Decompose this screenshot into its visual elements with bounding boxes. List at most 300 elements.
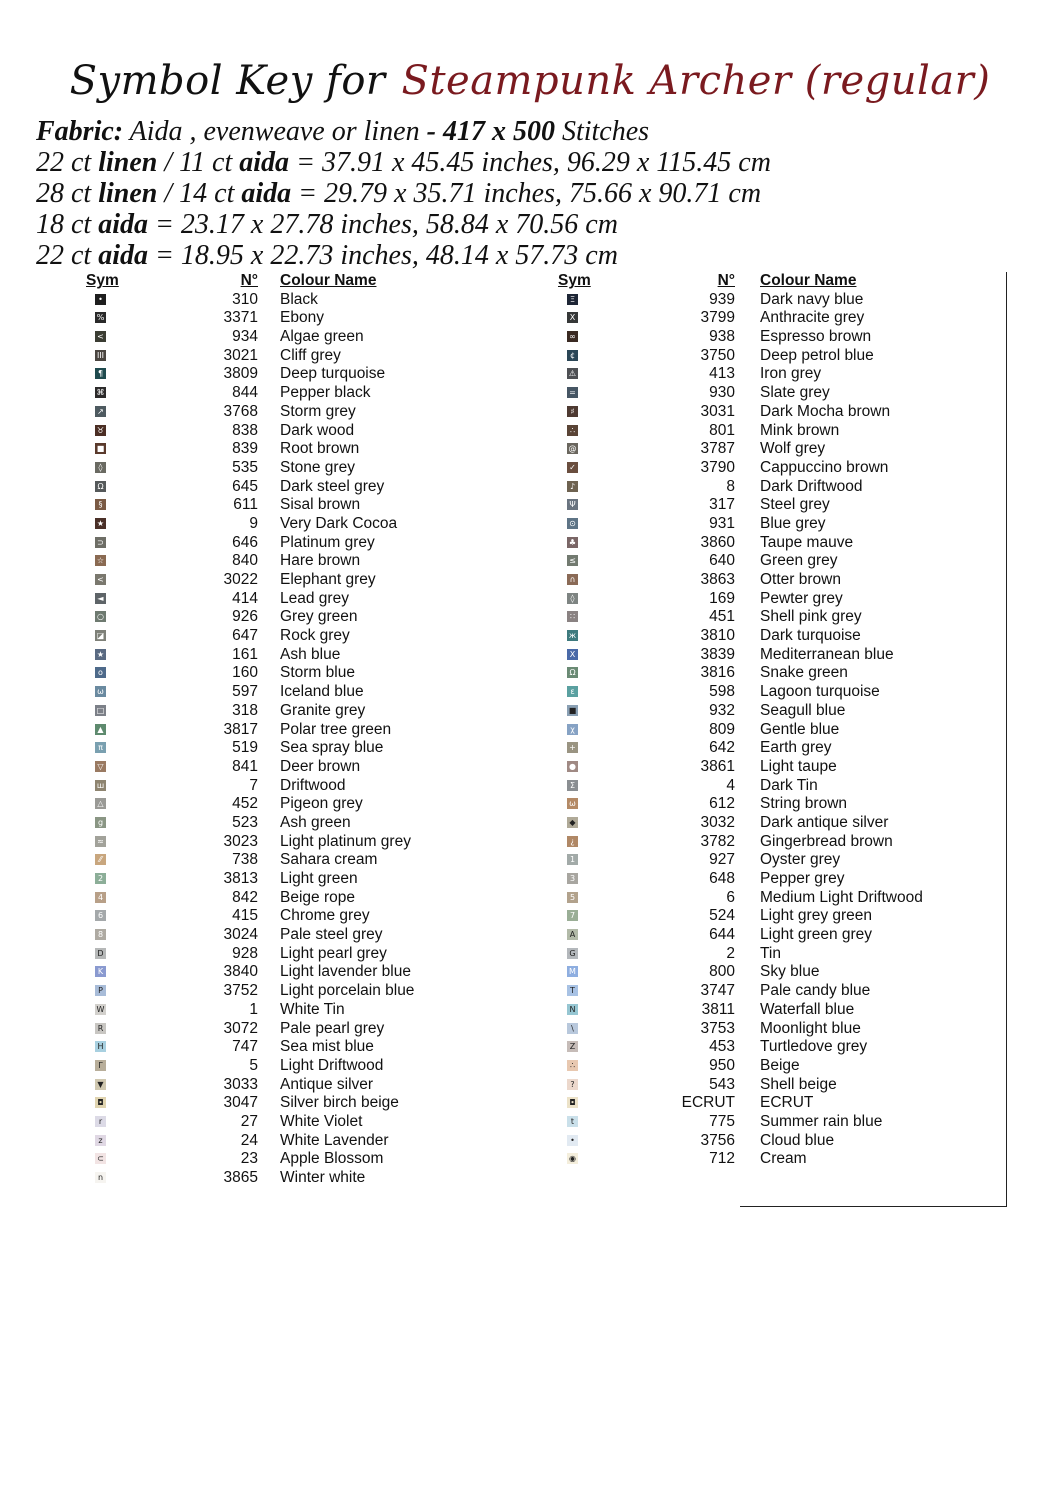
table-row bbox=[84, 1020, 504, 1039]
symbol-swatch: ♯ bbox=[567, 406, 578, 417]
colour-name: Tin bbox=[760, 944, 781, 962]
symbol-swatch: K bbox=[95, 966, 106, 977]
colour-name: Cloud blue bbox=[760, 1131, 835, 1149]
colour-name: White Tin bbox=[280, 1000, 345, 1018]
colour-name: Algae green bbox=[280, 328, 364, 346]
symbol-swatch: 4 bbox=[95, 892, 106, 903]
symbol-swatch: G bbox=[567, 948, 578, 959]
symbol-swatch: Ω bbox=[567, 667, 578, 678]
colour-name: Mediterranean blue bbox=[760, 645, 894, 663]
thread-number: 841 bbox=[232, 757, 258, 775]
symbol-swatch: 5 bbox=[567, 892, 578, 903]
table-row bbox=[556, 365, 976, 384]
thread-number: 598 bbox=[709, 683, 735, 701]
table-row bbox=[84, 664, 504, 683]
symbol-swatch: χ bbox=[567, 724, 578, 735]
table-row bbox=[556, 982, 976, 1001]
symbol-swatch: ≤ bbox=[567, 555, 578, 566]
table-row bbox=[84, 608, 504, 627]
thread-number: 523 bbox=[232, 813, 258, 831]
symbol-swatch: ▲ bbox=[95, 724, 106, 735]
thread-number: 3790 bbox=[700, 458, 735, 476]
table-row bbox=[556, 907, 976, 926]
thread-number: 3865 bbox=[223, 1169, 258, 1186]
thread-number: 5 bbox=[249, 1056, 258, 1074]
symbol-swatch: z bbox=[95, 1135, 106, 1146]
table-row bbox=[556, 1113, 976, 1132]
colour-name: Silver birch beige bbox=[280, 1094, 399, 1112]
symbol-swatch: Ω bbox=[95, 481, 106, 492]
colour-name: Gingerbread brown bbox=[760, 832, 893, 850]
thread-number: 414 bbox=[232, 589, 258, 607]
table-row bbox=[556, 739, 976, 758]
title-prefix: Symbol Key for bbox=[69, 58, 386, 104]
table-row bbox=[556, 403, 976, 422]
table-row bbox=[556, 1038, 976, 1057]
dimensions-text: = 23.17 x 27.78 inches, 58.84 x 70.56 cm bbox=[148, 209, 618, 240]
colour-name-header: Colour Name bbox=[760, 272, 857, 289]
table-row bbox=[84, 515, 504, 534]
colour-name: ECRUT bbox=[760, 1094, 814, 1112]
colour-name: Pale pearl grey bbox=[280, 1019, 385, 1037]
table-row bbox=[84, 440, 504, 459]
table-header bbox=[84, 272, 504, 291]
thread-number: 3863 bbox=[700, 571, 735, 588]
thread-number: 927 bbox=[709, 851, 735, 869]
symbol-swatch: % bbox=[96, 313, 105, 323]
symbol-swatch: III bbox=[96, 350, 105, 360]
colour-name: Dark turquoise bbox=[760, 627, 861, 645]
symbol-swatch: W bbox=[96, 1004, 105, 1014]
thread-number: 3022 bbox=[223, 571, 258, 588]
symbol-swatch: < bbox=[95, 574, 106, 585]
symbol-swatch: ◊ bbox=[95, 462, 106, 473]
count-text: 28 ct bbox=[36, 178, 99, 209]
thread-number: 838 bbox=[232, 421, 258, 439]
size-line bbox=[36, 240, 771, 271]
table-row bbox=[556, 963, 976, 982]
thread-number: 934 bbox=[232, 328, 258, 346]
table-row bbox=[556, 777, 976, 796]
table-row bbox=[84, 1076, 504, 1095]
table-row bbox=[84, 907, 504, 926]
table-row bbox=[84, 739, 504, 758]
table-row bbox=[556, 1094, 976, 1113]
thread-number: 4 bbox=[726, 776, 735, 794]
colour-name: Pewter grey bbox=[760, 589, 843, 607]
symbol-swatch: ● bbox=[567, 761, 578, 772]
table-row bbox=[84, 590, 504, 609]
fabric-kind: linen bbox=[98, 178, 158, 209]
colour-name: Light pearl grey bbox=[280, 944, 387, 962]
colour-name: Stone grey bbox=[280, 458, 355, 476]
thread-number: 3023 bbox=[223, 832, 258, 850]
symbol-swatch: ⊃ bbox=[95, 537, 106, 548]
table-row bbox=[84, 833, 504, 852]
thread-number: 524 bbox=[709, 907, 735, 925]
colour-name: Green grey bbox=[760, 552, 838, 570]
symbol-swatch: ж bbox=[568, 631, 577, 641]
colour-name: Polar tree green bbox=[280, 720, 392, 738]
thread-number: 3747 bbox=[700, 982, 735, 1000]
table-row bbox=[556, 459, 976, 478]
size-line bbox=[36, 178, 771, 209]
thread-number: 646 bbox=[232, 533, 258, 551]
colour-name: Apple Blossom bbox=[280, 1150, 384, 1168]
symbol-swatch: ∞ bbox=[567, 331, 578, 342]
table-row bbox=[556, 664, 976, 683]
table-row bbox=[556, 608, 976, 627]
thread-number: 24 bbox=[240, 1131, 258, 1149]
page-title bbox=[0, 58, 1060, 104]
thread-number: 642 bbox=[709, 739, 735, 757]
colour-name: Deep petrol blue bbox=[760, 346, 874, 364]
thread-number: 775 bbox=[709, 1112, 735, 1130]
symbol-swatch: ★ bbox=[96, 518, 105, 528]
symbol-swatch: ◘ bbox=[567, 1097, 578, 1108]
colour-name: Light green bbox=[280, 870, 358, 887]
symbol-swatch: • bbox=[567, 1135, 578, 1146]
colour-name: Turtledove grey bbox=[760, 1038, 868, 1056]
symbol-swatch: P bbox=[95, 985, 106, 996]
stitches-label: Stitches bbox=[554, 116, 650, 147]
symbol-swatch: • bbox=[95, 294, 106, 305]
size-line bbox=[36, 147, 771, 178]
table-row bbox=[84, 459, 504, 478]
symbol-swatch: ✓ bbox=[567, 462, 578, 473]
table-row bbox=[84, 422, 504, 441]
symbol-swatch: ¢ bbox=[567, 350, 578, 361]
thread-number: 318 bbox=[232, 701, 258, 719]
table-row bbox=[556, 291, 976, 310]
colour-name: Light green grey bbox=[760, 926, 873, 944]
fabric-kind: aida bbox=[98, 209, 148, 240]
table-row bbox=[84, 309, 504, 328]
colour-name: Light taupe bbox=[760, 757, 837, 775]
symbol-swatch: π bbox=[95, 742, 106, 753]
colour-name: Deer brown bbox=[280, 757, 361, 775]
thread-number: 3813 bbox=[223, 870, 258, 887]
colour-name: Espresso brown bbox=[760, 328, 872, 346]
colour-name: Beige bbox=[760, 1056, 800, 1074]
symbol-table-left bbox=[84, 272, 504, 1188]
symbol-swatch: Z bbox=[567, 1041, 578, 1052]
table-row bbox=[84, 1038, 504, 1057]
symbol-swatch: Σ bbox=[567, 780, 578, 791]
thread-number: 939 bbox=[709, 290, 735, 308]
symbol-swatch: r bbox=[95, 1116, 106, 1127]
colour-name: Light grey green bbox=[760, 907, 873, 925]
table-row bbox=[556, 478, 976, 497]
thread-number: 1 bbox=[249, 1000, 258, 1018]
symbol-swatch: + bbox=[567, 742, 578, 753]
sym-header: Sym bbox=[86, 272, 119, 289]
colour-name: Moonlight blue bbox=[760, 1019, 861, 1037]
count-text: / 14 ct bbox=[157, 178, 242, 209]
table-border-bottom bbox=[740, 1206, 1007, 1207]
thread-number: 800 bbox=[709, 963, 735, 981]
table-row bbox=[556, 496, 976, 515]
table-header bbox=[556, 272, 976, 291]
colour-name: Blue grey bbox=[760, 514, 826, 532]
table-row bbox=[84, 963, 504, 982]
colour-name: Summer rain blue bbox=[760, 1112, 883, 1130]
table-row bbox=[556, 646, 976, 665]
colour-name: String brown bbox=[760, 795, 848, 813]
symbol-swatch: o bbox=[95, 667, 106, 678]
symbol-swatch: ∴ bbox=[567, 425, 578, 436]
count-text: 18 ct bbox=[36, 209, 99, 240]
table-row bbox=[556, 328, 976, 347]
colour-name: Beige rope bbox=[280, 888, 355, 906]
symbol-swatch: A bbox=[567, 929, 578, 940]
table-row bbox=[84, 403, 504, 422]
table-row bbox=[84, 926, 504, 945]
table-row bbox=[84, 777, 504, 796]
colour-name: Light platinum grey bbox=[280, 832, 411, 850]
colour-name: Dark Mocha brown bbox=[760, 402, 891, 420]
symbol-swatch: @ bbox=[568, 444, 577, 454]
symbol-swatch: Ψ bbox=[567, 499, 578, 510]
colour-name: Sky blue bbox=[760, 963, 820, 981]
thread-number: 840 bbox=[232, 552, 258, 570]
symbol-swatch: ■ bbox=[568, 705, 577, 715]
thread-number: 950 bbox=[709, 1056, 735, 1074]
colour-name: Deep turquoise bbox=[280, 365, 386, 383]
colour-name: Snake green bbox=[760, 664, 848, 682]
colour-name: Sisal brown bbox=[280, 496, 361, 514]
colour-name: Iceland blue bbox=[280, 683, 364, 701]
symbol-swatch: ◘ bbox=[95, 1097, 106, 1108]
table-row bbox=[556, 870, 976, 889]
thread-number: 597 bbox=[232, 683, 258, 701]
thread-number: 738 bbox=[232, 851, 258, 869]
colour-name: Pepper black bbox=[280, 384, 371, 402]
symbol-swatch: ▼ bbox=[95, 1079, 106, 1090]
symbol-swatch: 3 bbox=[567, 873, 578, 884]
colour-name: Mink brown bbox=[760, 421, 840, 439]
symbol-swatch: M bbox=[567, 966, 578, 977]
dimensions-text: = 18.95 x 22.73 inches, 48.14 x 57.73 cm bbox=[148, 240, 618, 271]
symbol-swatch: R bbox=[95, 1023, 106, 1034]
colour-name: Light Driftwood bbox=[280, 1056, 384, 1074]
thread-number: 3032 bbox=[700, 813, 735, 831]
number-header: N° bbox=[240, 272, 258, 289]
colour-name: Shell pink grey bbox=[760, 608, 862, 626]
colour-name: Black bbox=[280, 290, 318, 308]
table-row bbox=[84, 702, 504, 721]
thread-number: 3021 bbox=[223, 346, 258, 364]
thread-number: 3809 bbox=[223, 365, 258, 383]
symbol-swatch: \ bbox=[567, 1023, 578, 1034]
fabric-types: Aida , evenweave or linen bbox=[123, 116, 427, 147]
symbol-swatch: ♣ bbox=[568, 537, 577, 547]
symbol-swatch: ∩ bbox=[567, 574, 578, 585]
thread-number: 648 bbox=[709, 870, 735, 887]
thread-number: 640 bbox=[709, 552, 735, 570]
symbol-swatch: ω bbox=[95, 686, 106, 697]
thread-number: 3782 bbox=[700, 832, 735, 850]
thread-number: 644 bbox=[709, 926, 735, 944]
thread-number: 809 bbox=[709, 720, 735, 738]
thread-number: 926 bbox=[232, 608, 258, 626]
thread-number: 3047 bbox=[223, 1094, 258, 1112]
thread-number: 839 bbox=[232, 440, 258, 458]
thread-number: 27 bbox=[240, 1112, 258, 1130]
thread-number: 3768 bbox=[223, 402, 258, 420]
colour-name: Wolf grey bbox=[760, 440, 826, 458]
dimensions-text: = 37.91 x 45.45 inches, 96.29 x 115.45 cm bbox=[289, 147, 771, 178]
colour-name: Anthracite grey bbox=[760, 309, 865, 327]
thread-number: 3753 bbox=[700, 1019, 735, 1037]
thread-number: 844 bbox=[232, 384, 258, 402]
colour-name: Pale candy blue bbox=[760, 982, 871, 1000]
symbol-swatch: ◉ bbox=[567, 1153, 578, 1164]
symbol-swatch: 1 bbox=[567, 854, 578, 865]
thread-number: 9 bbox=[249, 514, 258, 532]
count-text: 22 ct bbox=[36, 240, 99, 271]
thread-number: 612 bbox=[709, 795, 735, 813]
table-row bbox=[556, 590, 976, 609]
colour-name: Pepper grey bbox=[760, 870, 845, 887]
table-row bbox=[556, 1001, 976, 1020]
table-row bbox=[556, 552, 976, 571]
colour-name: Medium Light Driftwood bbox=[760, 888, 923, 906]
symbol-swatch: n bbox=[95, 1172, 106, 1183]
colour-name: Cappuccino brown bbox=[760, 458, 889, 476]
table-row bbox=[556, 851, 976, 870]
thread-number: 3072 bbox=[223, 1019, 258, 1037]
thread-number: 842 bbox=[232, 888, 258, 906]
symbol-swatch: D bbox=[95, 948, 106, 959]
symbol-swatch: Ξ bbox=[567, 294, 578, 305]
colour-name: Sahara cream bbox=[280, 851, 378, 869]
symbol-swatch: ↗ bbox=[95, 406, 106, 417]
colour-name: Storm grey bbox=[280, 402, 356, 420]
thread-number: 161 bbox=[232, 645, 258, 663]
table-row bbox=[84, 347, 504, 366]
colour-name: Winter white bbox=[280, 1169, 366, 1186]
thread-number: 645 bbox=[232, 477, 258, 495]
fabric-label: Fabric: bbox=[36, 116, 124, 147]
table-row bbox=[84, 758, 504, 777]
table-row bbox=[84, 851, 504, 870]
colour-name: Slate grey bbox=[760, 384, 830, 402]
colour-name: Very Dark Cocoa bbox=[280, 514, 398, 532]
thread-number: 8 bbox=[726, 477, 735, 495]
table-row bbox=[556, 1132, 976, 1151]
thread-number: 938 bbox=[709, 328, 735, 346]
thread-number: 3031 bbox=[700, 402, 735, 420]
thread-number: 23 bbox=[240, 1150, 258, 1168]
thread-number: 3752 bbox=[223, 982, 258, 1000]
table-row bbox=[556, 1150, 976, 1169]
table-row bbox=[84, 721, 504, 740]
colour-name: Seagull blue bbox=[760, 701, 846, 719]
table-row bbox=[556, 627, 976, 646]
table-row bbox=[556, 758, 976, 777]
symbol-swatch: ○ bbox=[95, 611, 106, 622]
table-row bbox=[556, 1076, 976, 1095]
fabric-kind: aida bbox=[241, 178, 292, 209]
colour-name: Elephant grey bbox=[280, 571, 376, 588]
symbol-swatch: § bbox=[95, 499, 106, 510]
symbol-swatch: X bbox=[567, 312, 578, 323]
thread-number: 451 bbox=[709, 608, 735, 626]
table-row bbox=[84, 627, 504, 646]
symbol-swatch: 6 bbox=[95, 910, 106, 921]
symbol-swatch: g bbox=[95, 817, 106, 828]
table-row bbox=[556, 1057, 976, 1076]
colour-name: Oyster grey bbox=[760, 851, 841, 869]
table-row bbox=[556, 702, 976, 721]
symbol-swatch: ◄ bbox=[95, 593, 106, 604]
symbol-swatch: N bbox=[567, 1004, 578, 1015]
table-row bbox=[556, 814, 976, 833]
thread-number: 3810 bbox=[700, 627, 735, 645]
table-row bbox=[556, 422, 976, 441]
thread-number: 3033 bbox=[223, 1075, 258, 1093]
count-text: / 11 ct bbox=[157, 147, 240, 178]
colour-name: Light lavender blue bbox=[280, 963, 411, 981]
thread-number: 7 bbox=[249, 776, 258, 794]
symbol-swatch: ε bbox=[567, 686, 578, 697]
symbol-swatch: t bbox=[567, 1116, 578, 1127]
table-row bbox=[556, 1020, 976, 1039]
symbol-swatch: ∷ bbox=[567, 611, 578, 622]
colour-name-header: Colour Name bbox=[280, 272, 377, 289]
thread-number: 413 bbox=[709, 365, 735, 383]
table-row bbox=[556, 384, 976, 403]
colour-name: Light porcelain blue bbox=[280, 982, 415, 1000]
table-row bbox=[556, 309, 976, 328]
symbol-swatch: < bbox=[95, 331, 106, 342]
colour-name: Storm blue bbox=[280, 664, 355, 682]
table-row bbox=[84, 1113, 504, 1132]
thread-number: 519 bbox=[232, 739, 258, 757]
table-row bbox=[556, 795, 976, 814]
count-text: 22 ct bbox=[36, 147, 99, 178]
colour-name: Dark antique silver bbox=[760, 813, 889, 831]
sym-header: Sym bbox=[558, 272, 591, 289]
colour-name: Shell beige bbox=[760, 1075, 837, 1093]
colour-name: Dark steel grey bbox=[280, 477, 385, 495]
symbol-swatch: ▽ bbox=[95, 761, 106, 772]
table-row bbox=[84, 795, 504, 814]
thread-number: 3816 bbox=[700, 664, 735, 682]
thread-number: 310 bbox=[232, 290, 258, 308]
table-row bbox=[84, 1150, 504, 1169]
thread-number: 317 bbox=[709, 496, 735, 514]
thread-number: 3860 bbox=[700, 533, 735, 551]
table-row bbox=[84, 291, 504, 310]
symbol-swatch: ш bbox=[96, 780, 105, 790]
fabric-dash: - bbox=[426, 116, 443, 147]
thread-number: 931 bbox=[709, 514, 735, 532]
fabric-line bbox=[36, 116, 771, 147]
colour-name: Steel grey bbox=[760, 496, 830, 514]
stitch-count: 417 x 500 bbox=[442, 116, 555, 147]
colour-name: Sea mist blue bbox=[280, 1038, 374, 1056]
table-row bbox=[84, 889, 504, 908]
colour-name: Ebony bbox=[280, 309, 324, 327]
dimensions-text: = 29.79 x 35.71 inches, 75.66 x 90.71 cm bbox=[291, 178, 762, 209]
table-row bbox=[84, 496, 504, 515]
fabric-kind: linen bbox=[98, 147, 158, 178]
table-row bbox=[84, 646, 504, 665]
symbol-swatch: ■ bbox=[96, 444, 105, 454]
thread-number: 452 bbox=[232, 795, 258, 813]
